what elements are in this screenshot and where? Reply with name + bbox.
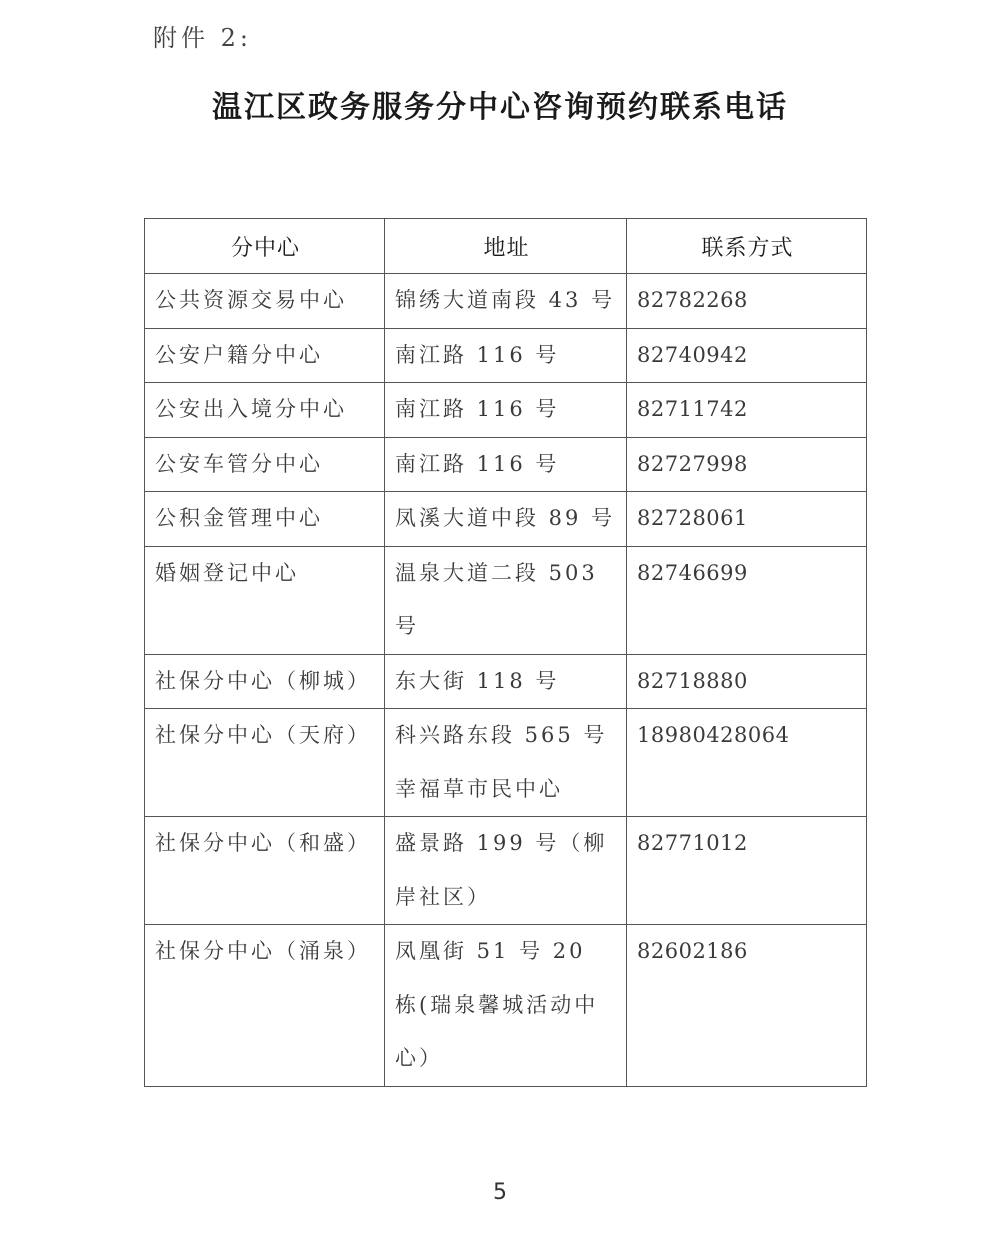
center-address: 凤凰街 51 号 20 栋(瑞泉馨城活动中心） [385,925,627,1087]
header-contact: 联系方式 [627,219,867,274]
table-row [145,546,867,654]
center-phone: 18980428064 [627,709,867,817]
center-name: 社保分中心（和盛） [145,817,385,925]
center-address: 凤溪大道中段 89 号 [385,492,627,547]
page-title: 温江区政务服务分中心咨询预约联系电话 [212,90,788,125]
header-center: 分中心 [145,219,385,274]
center-phone: 82746699 [627,546,867,654]
center-address: 锦绣大道南段 43 号 [385,274,627,329]
center-address: 东大街 118 号 [385,654,627,709]
table-row [145,274,867,329]
table-row [145,328,867,383]
table-row [145,492,867,547]
center-name: 公共资源交易中心 [145,274,385,329]
center-name: 公安户籍分中心 [145,328,385,383]
center-name: 社保分中心（柳城） [145,654,385,709]
center-phone: 82718880 [627,654,867,709]
center-address: 南江路 116 号 [385,383,627,438]
center-name: 社保分中心（涌泉） [145,925,385,1087]
center-address: 南江路 116 号 [385,437,627,492]
header-address: 地址 [385,219,627,274]
center-name: 社保分中心（天府） [145,709,385,817]
center-phone: 82602186 [627,925,867,1087]
center-phone: 82727998 [627,437,867,492]
table-row [145,925,867,1087]
table-header-row [145,219,867,274]
page-number: 5 [493,1180,507,1205]
center-phone: 82771012 [627,817,867,925]
center-name: 婚姻登记中心 [145,546,385,654]
center-address: 南江路 116 号 [385,328,627,383]
center-name: 公安出入境分中心 [145,383,385,438]
center-phone: 82728061 [627,492,867,547]
center-name: 公安车管分中心 [145,437,385,492]
center-address: 温泉大道二段 503 号 [385,546,627,654]
center-phone: 82740942 [627,328,867,383]
table-row [145,709,867,817]
center-phone: 82711742 [627,383,867,438]
attachment-label: 附件 2: [153,24,252,52]
table-row [145,437,867,492]
table-row [145,654,867,709]
center-address: 盛景路 199 号（柳岸社区） [385,817,627,925]
center-address: 科兴路东段 565 号幸福草市民中心 [385,709,627,817]
center-phone: 82782268 [627,274,867,329]
table-row [145,817,867,925]
center-name: 公积金管理中心 [145,492,385,547]
table-row [145,383,867,438]
contact-table [144,218,867,1087]
